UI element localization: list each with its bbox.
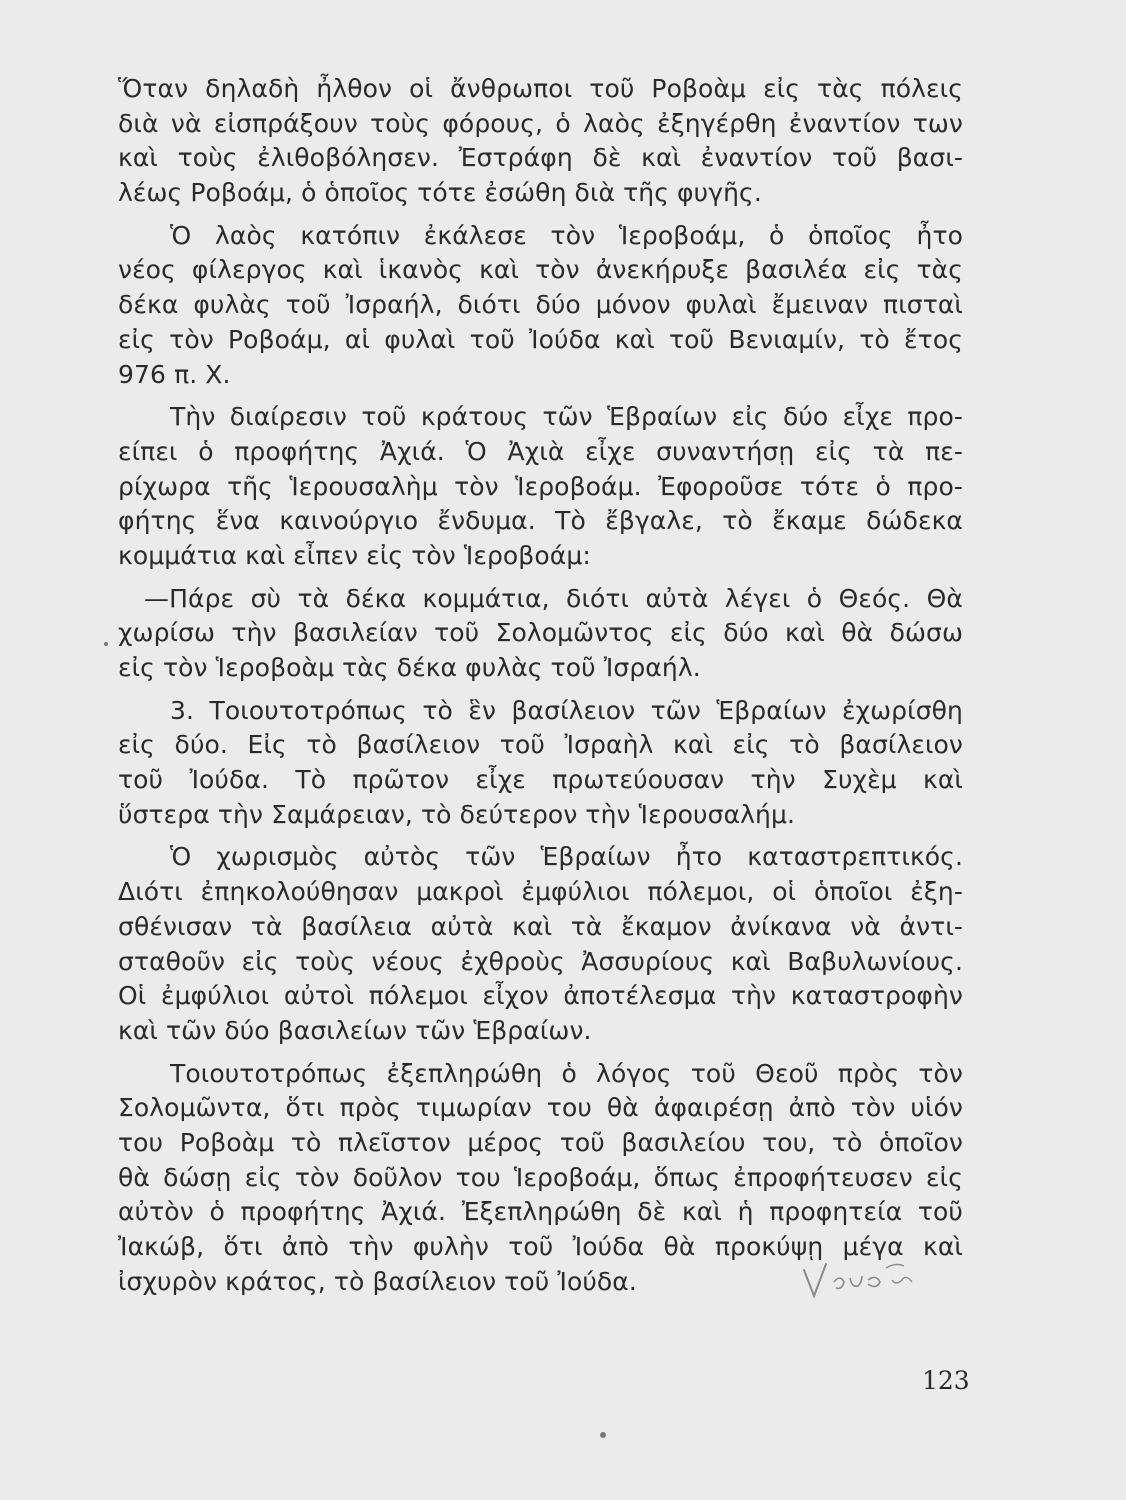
text-line: εἰς τὸν Ροβοάμ, αἱ φυλαὶ τοῦ Ἰούδα καὶ τοῦ Βενιαμίν, τὸ ἔτος (118, 324, 963, 354)
text-line: λέως Ροβοάμ, ὁ ὁποῖος τότε ἐσώθη διὰ τῆς φυγῆς. (118, 178, 762, 208)
text-line: δέκα φυλὰς τοῦ Ἰσραήλ, διότι δύο μόνον φυλαὶ ἔμειναν πισταὶ (118, 290, 963, 320)
text-line: Ὁ χωρισμὸς αὐτὸς τῶν Ἑβραίων ἦτο καταστρεπτικός. (170, 842, 963, 872)
text-line: σθένισαν τὰ βασίλεια αὐτὰ καὶ τὰ ἔκαμον ἀνίκανα νὰ ἀντι- (118, 911, 963, 941)
text-line: εἰς δύο. Εἰς τὸ βασίλειον τοῦ Ἰσραὴλ καὶ εἰς τὸ βασίλειον (118, 730, 963, 760)
body-text (118, 72, 963, 1299)
text-line: θὰ δώσῃ εἰς τὸν δοῦλον του Ἱεροβοάμ, ὅπως ἐπροφήτευσεν εἰς (118, 1162, 963, 1192)
text-line: Τὴν διαίρεσιν τοῦ κράτους τῶν Ἑβραίων εἰς δύο εἶχε προ- (170, 402, 963, 432)
text-line: καὶ τῶν δύο βασιλείων τῶν Ἑβραίων. (118, 1015, 592, 1045)
text-line: ἰσχυρὸν κράτος, τὸ βασίλειον τοῦ Ἰούδα. (118, 1266, 637, 1296)
handwritten-note (800, 1256, 930, 1306)
text-line: καὶ τοὺς ἐλιθοβόλησεν. Ἐστράφη δὲ καὶ ἐναντίον τοῦ βασι- (118, 143, 963, 173)
text-line: Τοιουτοτρόπως ἐξεπληρώθη ὁ λόγος τοῦ Θεοῦ πρὸς τὸν (170, 1058, 963, 1088)
text-line: Οἱ ἐμφύλιοι αὐτοὶ πόλεμοι εἶχον ἀποτέλεσμα τὴν καταστροφὴν (118, 981, 963, 1011)
text-line: ρίχωρα τῆς Ἱερουσαλὴμ τὸν Ἱεροβοάμ. Ἐφοροῦσε τότε ὁ προ- (118, 471, 963, 501)
scan-speck (600, 1432, 606, 1438)
text-line: διὰ νὰ εἰσπράξουν τοὺς φόρους, ὁ λαὸς ἐξηγέρθη ἐναντίον των (118, 108, 963, 138)
text-line: σταθοῦν εἰς τοὺς νέους ἐχθροὺς Ἀσσυρίους καὶ Βαβυλωνίους. (118, 946, 963, 976)
text-line: χωρίσω τὴν βασιλείαν τοῦ Σολομῶντος εἰς δύο καὶ θὰ δώσω (118, 618, 963, 648)
text-line: Σολομῶντα, ὅτι πρὸς τιμωρίαν του θὰ ἀφαιρέσῃ ἀπὸ τὸν υἱόν (118, 1093, 963, 1123)
text-line: —Πάρε σὺ τὰ δέκα κομμάτια, διότι αὐτὰ λέγει ὁ Θεός. Θὰ (144, 583, 963, 613)
text-line: εἰς τὸν Ἱεροβοὰμ τὰς δέκα φυλὰς τοῦ Ἰσραήλ. (118, 653, 701, 682)
text-line: του Ροβοὰμ τὸ πλεῖστον μέρος τοῦ βασιλείου του, τὸ ὁποῖον (118, 1127, 963, 1157)
text-line: νέος φίλεργος καὶ ἱκανὸς καὶ τὸν ἀνεκήρυξε βασιλέα εἰς τὰς (118, 255, 963, 285)
text-line: τοῦ Ἰούδα. Τὸ πρῶτον εἶχε πρωτεύουσαν τὴν Συχὲμ καὶ (118, 765, 963, 795)
text-line: είπει ὁ προφήτης Ἀχιά. Ὁ Ἀχιὰ εἶχε συναντήσῃ εἰς τὰ πε- (118, 436, 963, 466)
text-line: φήτης ἕνα καινούργιο ἔνδυμα. Τὸ ἔβγαλε, τὸ ἔκαμε δώδεκα (118, 506, 963, 536)
text-line: 3. Τοιουτοτρόπως τὸ ἓν βασίλειον τῶν Ἑβραίων ἐχωρίσθη (170, 695, 963, 725)
scan-speck (104, 642, 108, 646)
text-line: ὕστερα τὴν Σαμάρειαν, τὸ δεύτερον τὴν Ἱερουσαλήμ. (118, 799, 796, 829)
text-line: Ὁ λαὸς κατόπιν ἐκάλεσε τὸν Ἱεροβοάμ, ὁ ὁποῖος ἦτο (170, 220, 963, 250)
text-line: Ὅταν δηλαδὴ ἦλθον οἱ ἄνθρωποι τοῦ Ροβοὰμ εἰς τὰς πόλεις (118, 74, 963, 103)
text-line: 976 π. Χ. (118, 359, 231, 389)
page-number: 123 (922, 1366, 970, 1395)
text-line: κομμάτια καὶ εἶπεν εἰς τὸν Ἱεροβοάμ: (118, 540, 591, 570)
text-line: Ἰακώβ, ὅτι ἀπὸ τὴν φυλὴν τοῦ Ἰούδα θὰ προκύψῃ μέγα καὶ (118, 1232, 963, 1261)
text-line: αὐτὸν ὁ προφήτης Ἀχιά. Ἐξεπληρώθη δὲ καὶ ἡ προφητεία τοῦ (118, 1197, 963, 1227)
text-line: Διότι ἐπηκολούθησαν μακροὶ ἐμφύλιοι πόλεμοι, οἱ ὁποῖοι ἐξη- (118, 877, 963, 907)
